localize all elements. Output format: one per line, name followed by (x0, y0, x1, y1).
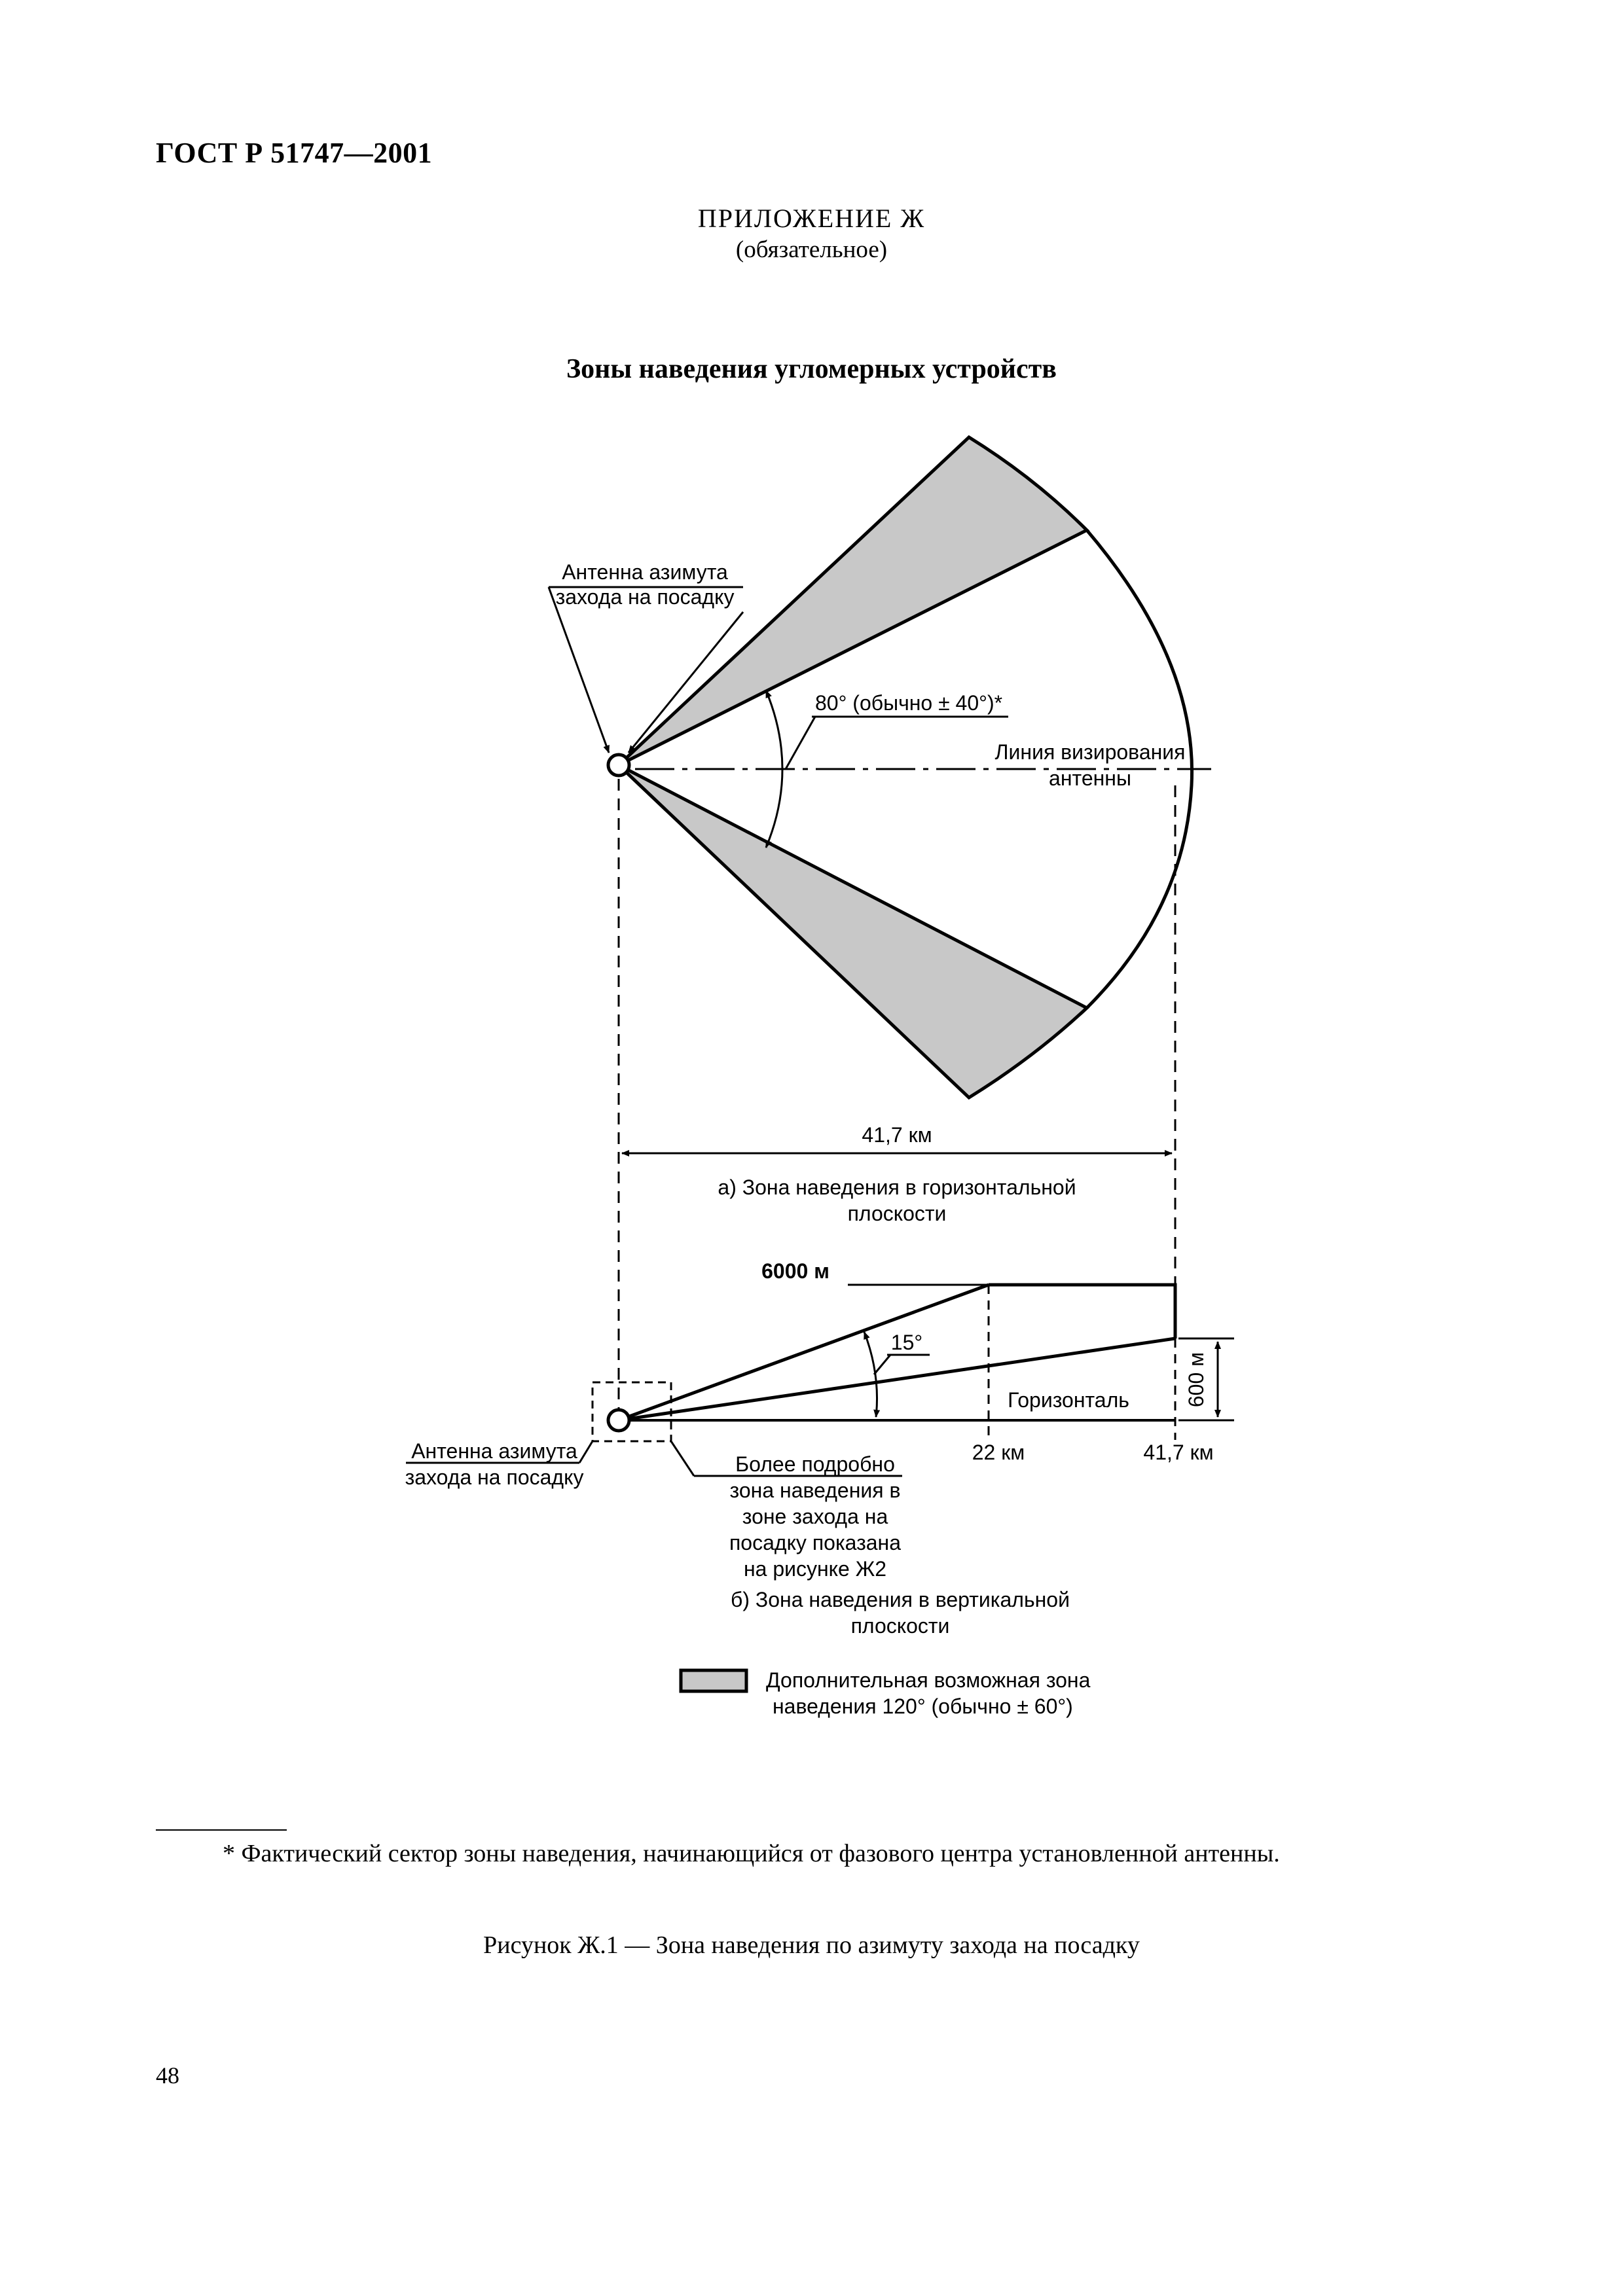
figure-caption: Рисунок Ж.1 — Зона наведения по азимуту захода на посадку (483, 1931, 1140, 1959)
distance-label-top: 41,7 км (862, 1123, 932, 1147)
appendix-note: (обязательное) (735, 236, 888, 263)
antenna-label-side-line-1: Антенна азимута (411, 1439, 577, 1463)
antenna-label-top-line-1: Антенна азимута (562, 560, 728, 584)
boresight-label-line-1: Линия визирования (994, 740, 1186, 764)
page-number: 48 (156, 2062, 179, 2089)
subcaption-a-line-1: а) Зона наведения в горизонтальной (718, 1175, 1076, 1199)
altitude-ceiling (989, 1285, 1175, 1338)
boresight-label-line-2: антенны (1049, 766, 1131, 790)
detail-label-line-2: зона наведения в (729, 1479, 901, 1502)
antenna-leader-side (579, 1441, 593, 1463)
antenna-symbol-side (608, 1410, 629, 1431)
detail-label-line-5: на рисунке Ж2 (743, 1557, 887, 1581)
angle-leader (786, 717, 815, 769)
distance-417-label: 41,7 км (1143, 1441, 1214, 1464)
antenna-label-side-line-2: захода на посадку (405, 1465, 584, 1489)
upper-elevation-line (619, 1285, 989, 1420)
legend-swatch (681, 1670, 746, 1691)
legend-text-line-2: наведения 120° (обычно ± 60°) (773, 1695, 1073, 1718)
horizontal-zone-diagram (549, 437, 1211, 1098)
angle-label: 80° (обычно ± 40°)* (815, 691, 1003, 715)
height-label: 600 м (1184, 1352, 1208, 1408)
horizontal-label: Горизонталь (1008, 1388, 1129, 1412)
detail-box (593, 1382, 671, 1441)
footnote: * Фактический сектор зоны наведения, начинающийся от фазового центра установленной антенны. (223, 1840, 1280, 1867)
legend-text-line-1: Дополнительная возможная зона (766, 1668, 1091, 1692)
antenna-symbol-top (608, 755, 629, 776)
elevation-angle-label: 15° (890, 1331, 923, 1354)
detail-label-line-4: посадку показана (729, 1531, 902, 1554)
distance-22-label: 22 км (972, 1441, 1025, 1464)
altitude-label: 6000 м (761, 1259, 830, 1283)
subcaption-b-line-2: плоскости (850, 1614, 950, 1638)
vertical-zone-diagram (405, 1259, 1234, 1581)
standard-header: ГОСТ Р 51747—2001 (156, 137, 433, 169)
appendix-title: ПРИЛОЖЕНИЕ Ж (697, 204, 926, 233)
elevation-angle-leader (874, 1355, 890, 1374)
subcaption-b-line-1: б) Зона наведения в вертикальной (731, 1588, 1070, 1611)
detail-label-line-3: зоне захода на (742, 1505, 888, 1528)
footnote-rule (156, 1829, 287, 1831)
section-title: Зоны наведения угломерных устройств (566, 354, 1057, 384)
antenna-label-top-line-2: захода на посадку (555, 585, 735, 609)
subcaption-a-line-2: плоскости (847, 1202, 947, 1225)
detail-label-line-1: Более подробно (735, 1452, 895, 1476)
detail-leader (671, 1441, 694, 1476)
lower-additional-sector (619, 765, 1087, 1098)
antenna-leader-left (549, 587, 609, 753)
